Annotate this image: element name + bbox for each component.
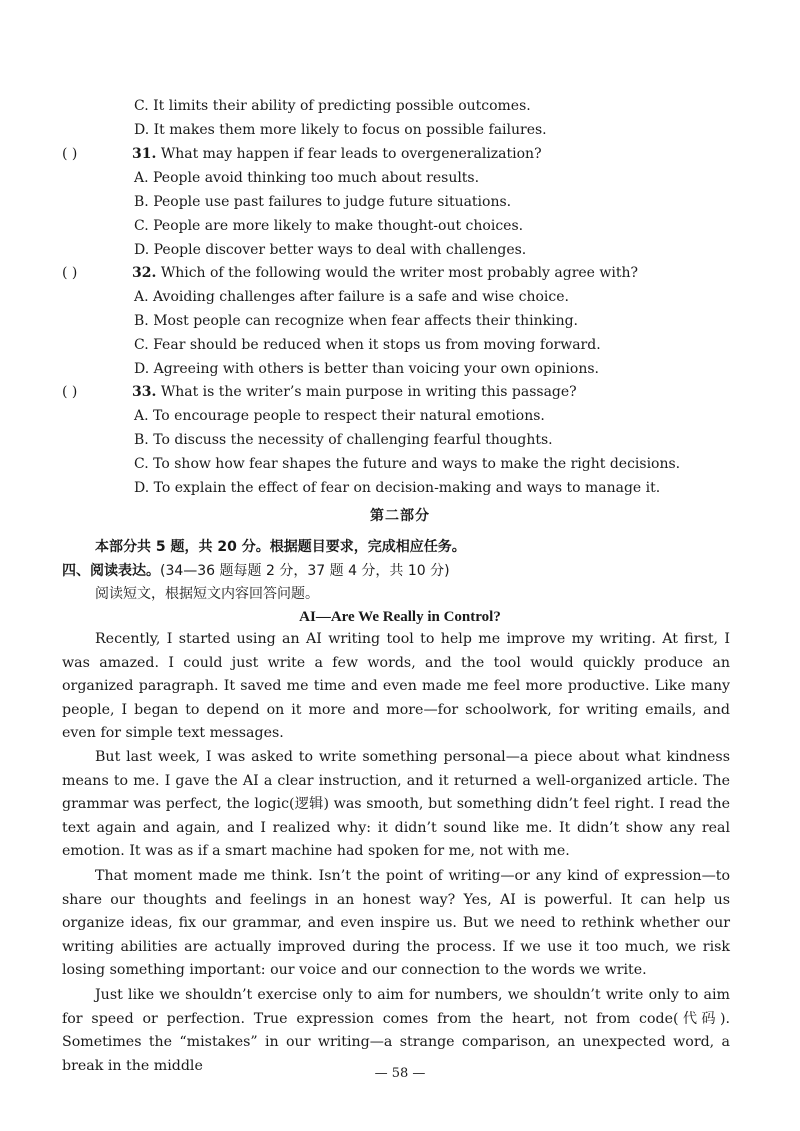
answer-blank-32[interactable]: ( ) <box>62 265 78 281</box>
passage-paragraph-1: Recently, I started using an AI writing tool to help me improve my writing. At first, I was amazed. I could just write a few words, and the tool would quickly produce an organized paragraph. It saved me time and even made me feel more productive. Like many people, I began to depend on it more and more—for schoolwork, for writing emails, and even for simple text messages. <box>62 631 730 742</box>
option-31-d: D. People discover better ways to deal with challenges. <box>134 242 527 258</box>
option-31-a: A. People avoid thinking too much about results. <box>134 170 480 186</box>
option-33-b: B. To discuss the necessity of challenging fearful thoughts. <box>134 432 553 448</box>
answer-blank-33[interactable]: ( ) <box>62 384 78 400</box>
question-number-31: 31. <box>132 146 157 162</box>
option-32-a: A. Avoiding challenges after failure is a safe and wise choice. <box>134 289 569 305</box>
option-33-a: A. To encourage people to respect their natural emotions. <box>134 408 545 424</box>
option-32-d: D. Agreeing with others is better than voicing your own opinions. <box>134 361 599 377</box>
part-two-intro: 本部分共 5 题，共 20 分。根据题目要求，完成相应任务。 <box>95 539 466 555</box>
page-number: — 58 — <box>374 1066 426 1081</box>
part-two-title: 第二部分 <box>370 508 430 524</box>
question-number-32: 32. <box>132 265 157 281</box>
option-30-d: D. It makes them more likely to focus on possible failures. <box>134 122 547 138</box>
option-32-b: B. Most people can recognize when fear affects their thinking. <box>134 313 578 329</box>
question-33 <box>62 383 577 401</box>
passage-title: AI—Are We Really in Control? <box>299 609 501 625</box>
question-number-33: 33. <box>132 384 157 400</box>
option-32-c: C. Fear should be reduced when it stops us from moving forward. <box>134 337 601 353</box>
passage-paragraph-2: But last week, I was asked to write something personal—a piece about what kindness means to me. I gave the AI a clear instruction, and it returned a well-organized article. The grammar was perfect, the logic(逻辑) was smooth, but something didn’t feel right. I read the text again and again, and I realized why: it didn’t sound like me. It didn’t show any real emotion. It was as if a smart machine had spoken for me, not with me. <box>62 749 730 860</box>
option-31-c: C. People are more likely to make thought-out choices. <box>134 218 524 234</box>
option-33-c: C. To show how fear shapes the future and ways to make the right decisions. <box>134 456 681 472</box>
section-four-header <box>62 562 450 580</box>
section-four-heading: 四、阅读表达。 <box>62 563 160 579</box>
question-31 <box>62 145 542 163</box>
passage-paragraph-3: That moment made me think. Isn’t the point of writing—or any kind of expression—to share our thoughts and feelings in an honest way? Yes, AI is powerful. It can help us organize ideas, fix our grammar, and even inspire us. But we need to rethink whether our writing abilities are actually improved during the process. If we use it too much, we risk losing something important: our voice and our connection to the words we write. <box>62 868 730 979</box>
question-text-32: Which of the following would the writer most probably agree with? <box>160 265 639 281</box>
option-33-d: D. To explain the effect of fear on decision-making and ways to manage it. <box>134 480 661 496</box>
question-text-33: What is the writer’s main purpose in writing this passage? <box>160 384 577 400</box>
reading-instruction: 阅读短文，根据短文内容回答问题。 <box>95 586 319 602</box>
option-31-b: B. People use past failures to judge future situations. <box>134 194 512 210</box>
section-four-scoring: (34—36 题每题 2 分，37 题 4 分，共 10 分) <box>160 563 450 579</box>
passage-paragraph-4: Just like we shouldn’t exercise only to aim for numbers, we shouldn’t write only to aim for speed or perfection. True expression comes from the heart, not from code(代码). Sometimes the “mistakes” in our writing—a strange comparison, an unexpected word, a break in the middle <box>62 987 730 1074</box>
question-32 <box>62 264 638 282</box>
question-text-31: What may happen if fear leads to overgeneralization? <box>160 146 542 162</box>
answer-blank-31[interactable]: ( ) <box>62 146 78 162</box>
option-30-c: C. It limits their ability of predicting possible outcomes. <box>134 98 531 114</box>
